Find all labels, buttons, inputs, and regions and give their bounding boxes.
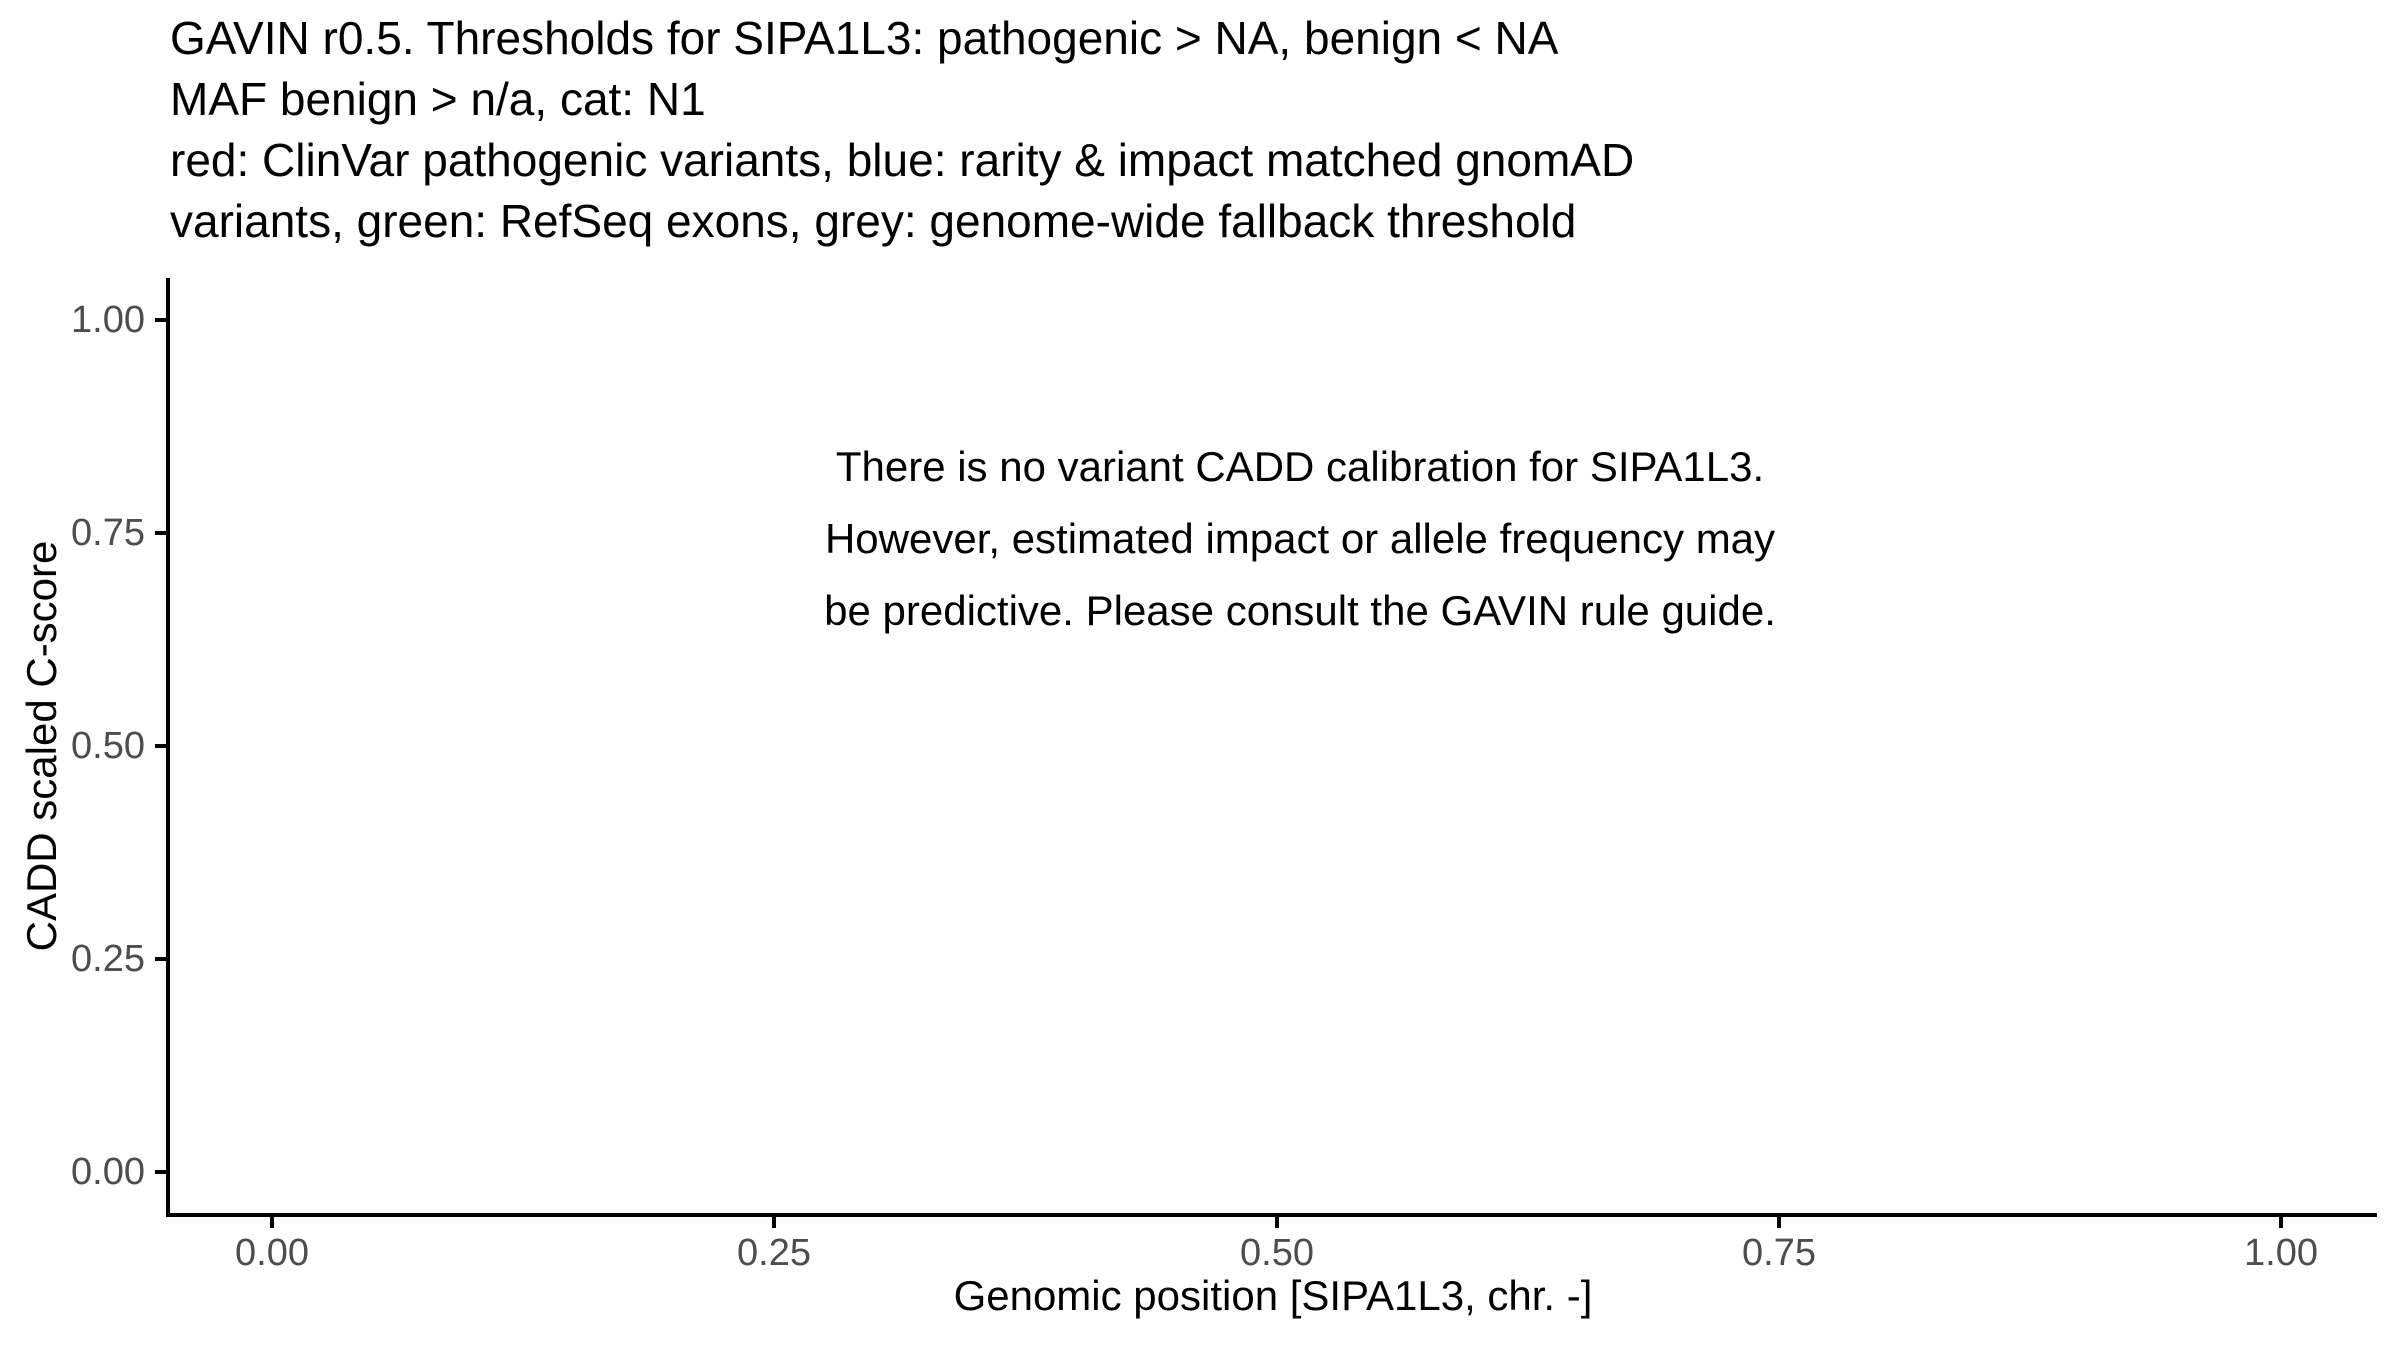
y-tick-label: 0.50 — [71, 725, 145, 767]
chart-title — [170, 8, 1634, 252]
no-calibration-annotation — [700, 431, 1900, 647]
x-tick-label: 0.75 — [1742, 1232, 1816, 1274]
y-tick-mark — [155, 957, 166, 961]
chart-title-line-2: MAF benign > n/a, cat: N1 — [170, 73, 706, 125]
x-tick-mark — [772, 1217, 776, 1228]
y-axis-title: CADD scaled C-score — [18, 540, 65, 952]
annotation-line-1: There is no variant CADD calibration for SIPA1L3. — [835, 443, 1765, 490]
chart-title-line-3: red: ClinVar pathogenic variants, blue: rarity & impact matched gnomAD — [170, 134, 1635, 186]
x-tick-label: 0.50 — [1240, 1232, 1314, 1274]
y-tick-label: 1.00 — [71, 299, 145, 341]
y-tick-mark — [155, 744, 166, 748]
x-tick-mark — [1777, 1217, 1781, 1228]
x-tick-label: 1.00 — [2244, 1232, 2318, 1274]
y-tick-label: 0.25 — [71, 938, 145, 980]
x-axis-title: Genomic position [SIPA1L3, chr. -] — [953, 1272, 1593, 1319]
x-tick-mark — [1275, 1217, 1279, 1228]
x-tick-mark — [2279, 1217, 2283, 1228]
x-tick-mark — [270, 1217, 274, 1228]
chart-title-line-4: variants, green: RefSeq exons, grey: genome-wide fallback threshold — [170, 195, 1577, 247]
y-tick-mark — [155, 531, 166, 535]
plot-area — [170, 278, 2377, 1213]
y-tick-mark — [155, 1170, 166, 1174]
y-tick-label: 0.75 — [71, 512, 145, 554]
x-tick-label: 0.00 — [235, 1232, 309, 1274]
y-tick-label: 0.00 — [71, 1151, 145, 1193]
y-tick-mark — [155, 318, 166, 322]
x-axis-line — [166, 1213, 2377, 1217]
chart-title-line-1: GAVIN r0.5. Thresholds for SIPA1L3: pathogenic > NA, benign < NA — [170, 12, 1559, 64]
y-axis-line — [166, 278, 170, 1217]
annotation-line-2: However, estimated impact or allele frequency may — [824, 515, 1776, 562]
x-tick-label: 0.25 — [737, 1232, 811, 1274]
annotation-line-3: be predictive. Please consult the GAVIN rule guide. — [824, 587, 1776, 634]
